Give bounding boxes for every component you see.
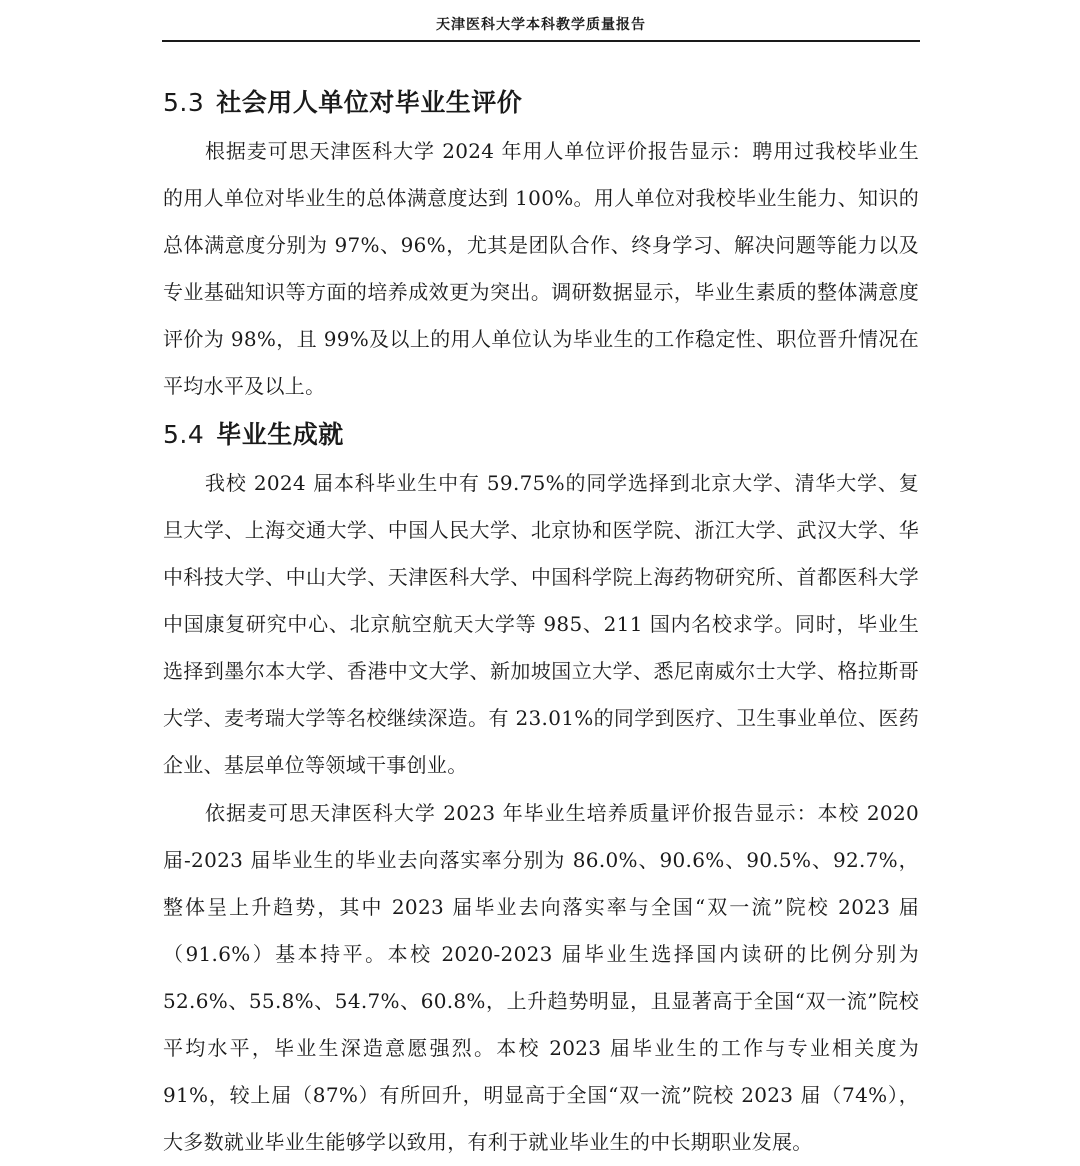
paragraph-graduate-outcomes: 依据麦可思天津医科大学 2023 年毕业生培养质量评价报告显示：本校 2020 届-2023 届毕业生的毕业去向落实率分别为 86.0%、90.6%、90.5%、92.7%，整体呈上升趋势，其中 2023 届毕业去向落实率与全国“双一流”院校 2023 届（91.6%）基本持平。本校 2020-2023 届毕业生选择国内读研的比例分别为 52.6%、55.8%、54.7%、60.8%，上升趋势明显，且显著高于全国“双一流”院校平均水平，毕业生深造意愿强烈。本校 2023 届毕业生的工作与专业相关度为 91%，较上届（87%）有所回升，明显高于全国“双一流”院校 2023 届（74%），大多数就业毕业生能够学以致用，有利于就业毕业生的中长期职业发展。 <box>163 801 919 1154</box>
section-heading-5-4 <box>163 410 919 460</box>
paragraph-employer-evaluation: 根据麦可思天津医科大学 2024 年用人单位评价报告显示：聘用过我校毕业生的用人单位对毕业生的总体满意度达到 100%。用人单位对我校毕业生能力、知识的总体满意度分别为 97%、96%，尤其是团队合作、终身学习、解决问题等能力以及专业基础知识等方面的培养成效更为突出。调研数据显示，毕业生素质的整体满意度评价为 98%，且 99%及以上的用人单位认为毕业生的工作稳定性、职位晋升情况在平均水平及以上。 <box>163 139 919 398</box>
running-header: 天津医科大学本科教学质量报告 <box>436 17 646 33</box>
section-title: 社会用人单位对毕业生评价 <box>216 88 523 117</box>
paragraph-graduate-further-study: 我校 2024 届本科毕业生中有 59.75%的同学选择到北京大学、清华大学、复旦大学、上海交通大学、中国人民大学、北京协和医学院、浙江大学、武汉大学、华中科技大学、中山大学、天津医科大学、中国科学院上海药物研究所、首都医科大学中国康复研究中心、北京航空航天大学等 985、211 国内名校求学。同时，毕业生选择到墨尔本大学、香港中文大学、新加坡国立大学、悉尼南威尔士大学、格拉斯哥大学、麦考瑞大学等名校继续深造。有 23.01%的同学到医疗、卫生事业单位、医药企业、基层单位等领域干事创业。 <box>163 471 919 777</box>
section-heading-5-3 <box>163 78 919 128</box>
section-number: 5.4 <box>163 420 205 449</box>
section-number: 5.3 <box>163 88 205 117</box>
section-title: 毕业生成就 <box>216 420 344 449</box>
header-rule <box>162 40 920 42</box>
page-body <box>163 78 919 1166</box>
